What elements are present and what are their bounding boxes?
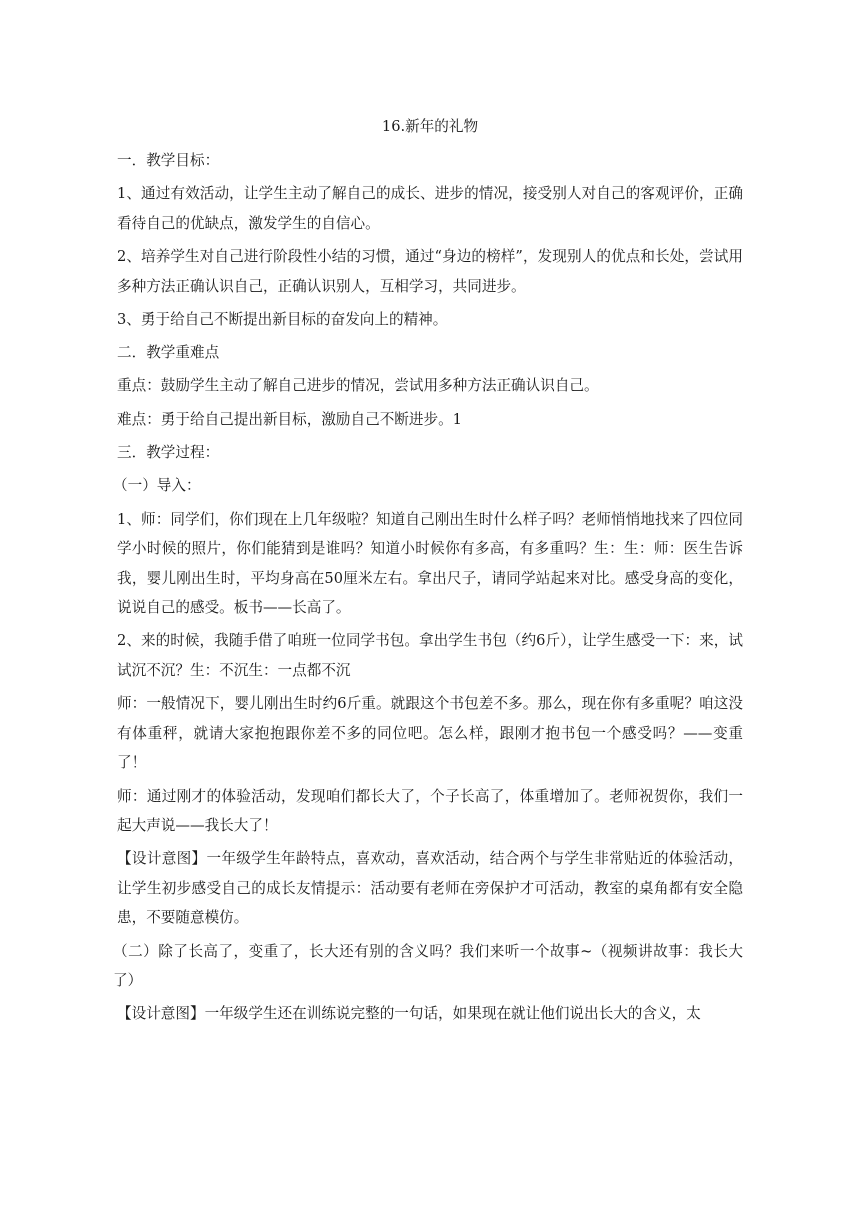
paragraph: 2、培养学生对自己进行阶段性小结的习惯，通过“身边的榜样”，发现别人的优点和长处，尝试用多种方法正确认识自己，正确认识别人，互相学习，共同进步。 bbox=[117, 248, 743, 295]
paragraph: 难点：勇于给自己提出新目标，激励自己不断进步。1 bbox=[117, 410, 462, 428]
design-intent-paragraph: 【设计意图】一年级学生年龄特点，喜欢动，喜欢活动，结合两个与学生非常贴近的体验活动，让学生初步感受自己的成长友情提示：活动要有老师在旁保护才可活动，教室的桌角都有安全隐患，不要随意模仿。 bbox=[117, 850, 743, 927]
paragraph: 2、来的时候，我随手借了咱班一位同学书包。拿出学生书包（约6斤），让学生感受一下：来，试试沉不沉？生：不沉生：一点都不沉 bbox=[117, 632, 743, 679]
paragraph: 1、通过有效活动，让学生主动了解自己的成长、进步的情况，接受别人对自己的客观评价，正确看待自己的优缺点，激发学生的自信心。 bbox=[117, 185, 743, 232]
paragraph: 重点：鼓励学生主动了解自己进步的情况，尝试用多种方法正确认识自己。 bbox=[117, 377, 599, 395]
paragraph: 师：一般情况下，婴儿刚出生时约6斤重。就跟这个书包差不多。那么，现在你有多重呢？咱这没有体重秤，就请大家抱抱跟你差不多的同位吧。怎么样，跟刚才抱书包一个感受吗？——变重了！ bbox=[117, 695, 743, 772]
section-heading-key-points: 二．教学重难点 bbox=[117, 344, 220, 362]
paragraph: 1、师：同学们，你们现在上几年级啦？知道自己刚出生时什么样子吗？老师悄悄地找来了四位同学小时候的照片，你们能猜到是谁吗？知道小时候你有多高，有多重吗？生：生：师：医生告诉我，婴儿刚出生时，平均身高在50厘米左右。拿出尺子，请同学站起来对比。感受身高的变化，说说自己的感受。板书——长高了。 bbox=[117, 510, 743, 617]
document-title: 16.新年的礼物 bbox=[381, 118, 479, 135]
section-heading-objectives: 一．教学目标： bbox=[117, 152, 220, 169]
section-heading-process: 三．教学过程： bbox=[117, 444, 220, 462]
subsection-heading-story: （二）除了长高了，变重了，长大还有别的含义吗？我们来听一个故事~（视频讲故事：我长大了） bbox=[113, 942, 743, 990]
subsection-heading-intro: （一）导入： bbox=[113, 477, 201, 495]
paragraph: 师：通过刚才的体验活动，发现咱们都长大了，个子长高了，体重增加了。老师祝贺你，我们一起大声说——我长大了！ bbox=[117, 787, 743, 835]
paragraph: 3、勇于给自己不断提出新目标的奋发向上的精神。 bbox=[117, 310, 448, 328]
document-page bbox=[113, 112, 743, 1033]
design-intent-paragraph: 【设计意图】一年级学生还在训练说完整的一句话，如果现在就让他们说出长大的含义，太 bbox=[117, 1005, 701, 1023]
